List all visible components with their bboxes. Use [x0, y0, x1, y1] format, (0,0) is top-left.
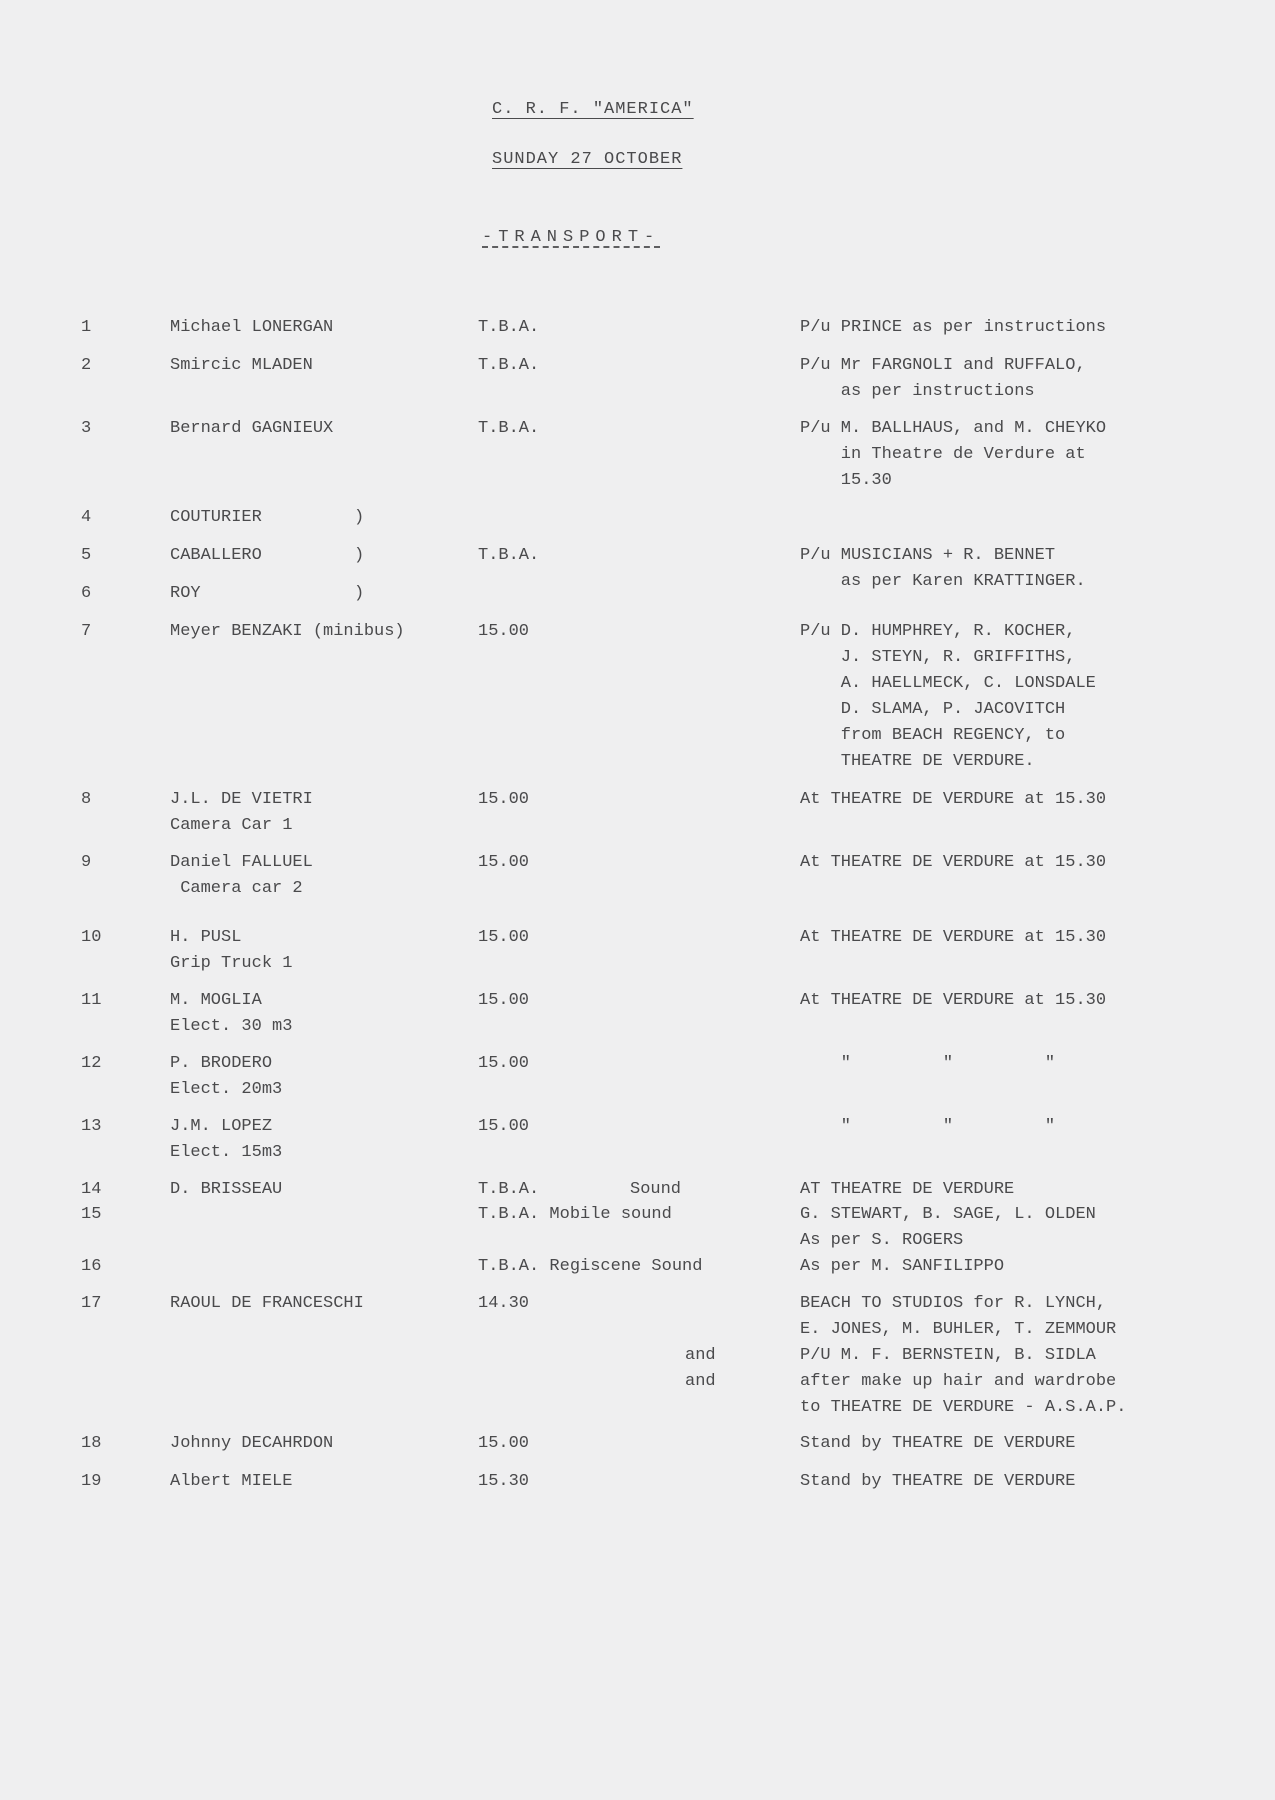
driver-name: J.M. LOPEZ Elect. 15m3: [170, 1117, 283, 1162]
pickup-time: 15.00: [478, 1117, 530, 1136]
vehicle-note: and and: [685, 1346, 716, 1391]
row-number: 14: [81, 1180, 102, 1199]
letterhead-watermark: [240, 70, 261, 138]
group-bracket: ): [354, 584, 365, 603]
document-title: C. R. F. "AMERICA": [492, 100, 694, 119]
row-number: 3: [81, 419, 92, 438]
pickup-instructions: At THEATRE DE VERDURE at 15.30: [800, 853, 1107, 872]
pickup-time: 15.00: [478, 790, 530, 809]
pickup-instructions: At THEATRE DE VERDURE at 15.30: [800, 928, 1107, 947]
pickup-instructions: AT THEATRE DE VERDURE: [800, 1180, 1015, 1199]
driver-name: Daniel FALLUEL Camera car 2: [170, 853, 313, 898]
driver-name: ROY: [170, 584, 201, 603]
row-number: 6: [81, 584, 92, 603]
driver-name: D. BRISSEAU: [170, 1180, 283, 1199]
row-number: 2: [81, 356, 92, 375]
pickup-instructions: " " ": [800, 1117, 1056, 1136]
driver-name: H. PUSL Grip Truck 1: [170, 928, 293, 973]
pickup-time: T.B.A.: [478, 546, 540, 565]
section-heading: -TRANSPORT-: [482, 228, 661, 247]
pickup-time: T.B.A.: [478, 419, 540, 438]
pickup-instructions: " " ": [800, 1054, 1056, 1073]
row-number: 13: [81, 1117, 102, 1136]
pickup-instructions: G. STEWART, B. SAGE, L. OLDEN As per S. ROGERS: [800, 1205, 1096, 1250]
driver-name: J.L. DE VIETRI Camera Car 1: [170, 790, 313, 835]
pickup-time: T.B.A.: [478, 318, 540, 337]
driver-name: COUTURIER: [170, 508, 262, 527]
pickup-time: 15.00: [478, 1434, 530, 1453]
row-number: 19: [81, 1472, 102, 1491]
driver-name: P. BRODERO Elect. 20m3: [170, 1054, 283, 1099]
group-bracket: ): [354, 508, 365, 527]
row-number: 16: [81, 1257, 102, 1276]
pickup-instructions: Stand by THEATRE DE VERDURE: [800, 1434, 1076, 1453]
driver-name: RAOUL DE FRANCESCHI: [170, 1294, 364, 1313]
vehicle-note: Sound: [630, 1180, 682, 1199]
pickup-time: T.B.A. Mobile sound: [478, 1205, 672, 1224]
pickup-time: 15.00: [478, 622, 530, 641]
pickup-time: 15.00: [478, 853, 530, 872]
row-number: 17: [81, 1294, 102, 1313]
pickup-instructions: At THEATRE DE VERDURE at 15.30: [800, 790, 1107, 809]
group-bracket: ): [354, 546, 365, 565]
row-number: 12: [81, 1054, 102, 1073]
pickup-instructions: P/u PRINCE as per instructions: [800, 318, 1107, 337]
row-number: 11: [81, 991, 102, 1010]
row-number: 18: [81, 1434, 102, 1453]
pickup-time: T.B.A. Regiscene Sound: [478, 1257, 703, 1276]
row-number: 9: [81, 853, 92, 872]
driver-name: Michael LONERGAN: [170, 318, 334, 337]
pickup-instructions: P/u Mr FARGNOLI and RUFFALO, as per instructions: [800, 356, 1086, 401]
document-date: SUNDAY 27 OCTOBER: [492, 150, 683, 169]
pickup-time: 14.30: [478, 1294, 530, 1313]
row-number: 1: [81, 318, 92, 337]
driver-name: Bernard GAGNIEUX: [170, 419, 334, 438]
pickup-time: 15.30: [478, 1472, 530, 1491]
row-number: 4: [81, 508, 92, 527]
pickup-time: 15.00: [478, 928, 530, 947]
row-number: 15: [81, 1205, 102, 1224]
pickup-instructions: P/u MUSICIANS + R. BENNET as per Karen KRATTINGER.: [800, 546, 1086, 591]
driver-name: Johnny DECAHRDON: [170, 1434, 334, 1453]
pickup-instructions: As per M. SANFILIPPO: [800, 1257, 1005, 1276]
pickup-instructions: Stand by THEATRE DE VERDURE: [800, 1472, 1076, 1491]
driver-name: Albert MIELE: [170, 1472, 293, 1491]
driver-name: Smircic MLADEN: [170, 356, 313, 375]
pickup-instructions: BEACH TO STUDIOS for R. LYNCH, E. JONES, M. BUHLER, T. ZEMMOUR P/U M. F. BERNSTEIN, B. SIDLA after make up hair and wardrobe to THEATRE DE VERDURE - A.S.A.P.: [800, 1294, 1127, 1417]
row-number: 5: [81, 546, 92, 565]
row-number: 7: [81, 622, 92, 641]
driver-name: Meyer BENZAKI (minibus): [170, 622, 405, 641]
row-number: 10: [81, 928, 102, 947]
pickup-instructions: At THEATRE DE VERDURE at 15.30: [800, 991, 1107, 1010]
pickup-time: T.B.A.: [478, 356, 540, 375]
pickup-time: 15.00: [478, 1054, 530, 1073]
pickup-instructions: P/u M. BALLHAUS, and M. CHEYKO in Theatre de Verdure at 15.30: [800, 419, 1107, 490]
pickup-instructions: P/u D. HUMPHREY, R. KOCHER, J. STEYN, R. GRIFFITHS, A. HAELLMECK, C. LONSDALE D. SLAMA, P. JACOVITCH from BEACH REGENCY, to THEATRE DE VERDURE.: [800, 622, 1096, 771]
pickup-time: 15.00: [478, 991, 530, 1010]
row-number: 8: [81, 790, 92, 809]
pickup-time: T.B.A.: [478, 1180, 540, 1199]
driver-name: CABALLERO: [170, 546, 262, 565]
driver-name: M. MOGLIA Elect. 30 m3: [170, 991, 293, 1036]
